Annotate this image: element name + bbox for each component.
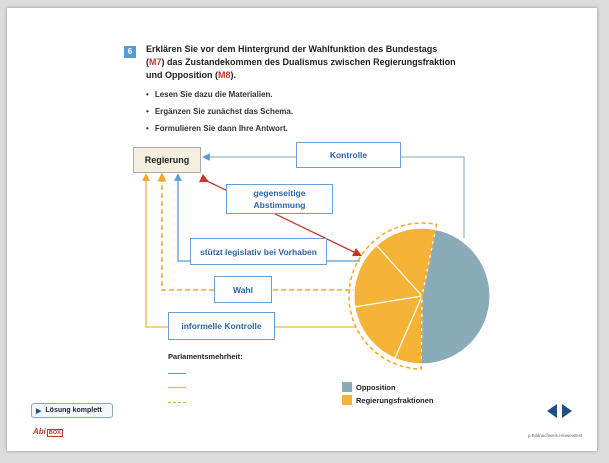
previous-page-icon[interactable] [547, 404, 557, 418]
task-step: • Formulieren Sie dann Ihre Antwort. [146, 120, 293, 137]
legend-title: Parlamentsmehrheit: [168, 352, 243, 361]
next-page-icon[interactable] [562, 404, 572, 418]
legend-regierung-swatch [342, 395, 352, 405]
task-step: • Lesen Sie dazu die Materialien. [146, 86, 293, 103]
legend-opposition-label: Opposition [356, 383, 396, 392]
abibox-logo: Abi BOX [33, 427, 61, 436]
task-step: • Ergänzen Sie zunächst das Schema. [146, 103, 293, 120]
informelle-kontrolle-box[interactable]: informelle Kontrolle [168, 312, 275, 340]
task-line-2: das Zustandekommen des Dualismus zwischen Regierungsfraktion [164, 57, 456, 67]
page-navigation [545, 403, 575, 419]
credit-text: p.Bildnachweis.Hinweistext [528, 433, 583, 438]
play-icon: ▶ [36, 407, 42, 415]
material-ref-m7: M7 [149, 57, 162, 67]
kontrolle-box[interactable]: Kontrolle [296, 142, 401, 168]
legend-opposition-swatch [342, 382, 352, 392]
legend-orange-dashed-line [168, 402, 186, 403]
abstimmung-box[interactable]: gegenseitige Abstimmung [226, 184, 333, 214]
task-line-1: Erklären Sie vor dem Hintergrund der Wahlfunktion des Bundestags [146, 44, 438, 54]
stuetzt-box[interactable]: stützt legislativ bei Vorhaben [190, 238, 327, 265]
solution-button[interactable]: ▶ Lösung komplett [31, 403, 113, 418]
wahl-box[interactable]: Wahl [214, 276, 272, 303]
legend-blue-line [168, 373, 186, 374]
legend-regierung-label: Regierungsfraktionen [356, 396, 434, 405]
task-question: Erklären Sie vor dem Hintergrund der Wahlfunktion des Bundestags (M7) das Zustandekommen des Dualismus zwischen Regierungsfraktion und Opposition (M8). [146, 44, 456, 80]
regierung-box: Regierung [133, 147, 201, 173]
task-line-3: und Opposition ( [146, 70, 218, 80]
material-ref-m8: M8 [217, 70, 231, 80]
legend-orange-line [168, 387, 186, 388]
task-number-badge: 6 [124, 46, 136, 58]
